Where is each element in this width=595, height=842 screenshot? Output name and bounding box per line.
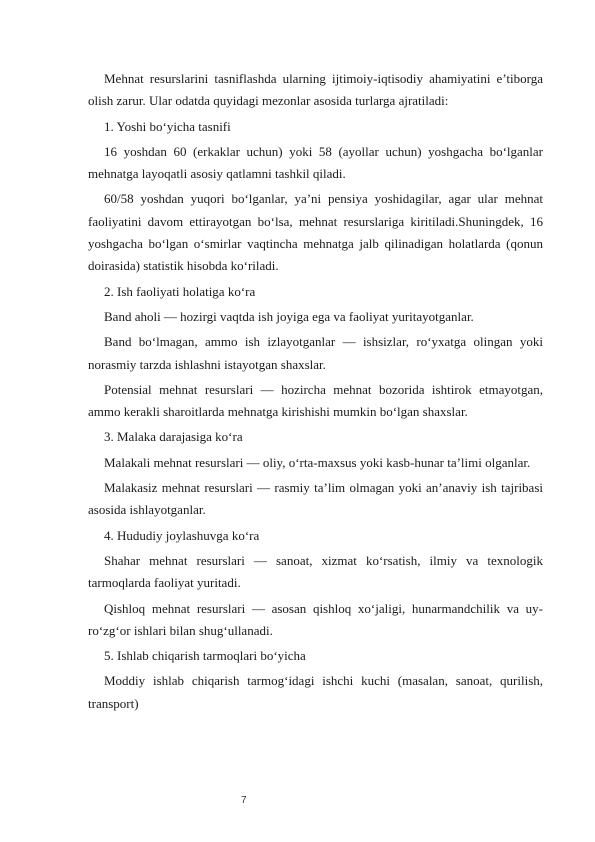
page-number: 7 [241,795,247,806]
activity-paragraph-employed: Band aholi — hozirgi vaqtda ish joyiga ega va faoliyat yuritayotganlar. [104,308,474,324]
industry-paragraph-material: Moddiy ishlab chiqarish tarmog‘idagi ishchi kuchi (masalan, sanoat, qurilish, transport) [88,673,543,711]
document-body [88,68,543,718]
intro-paragraph: Mehnat resurslarini tasniflashda ularning ijtimoiy-iqtisodiy ahamiyatini e’tiborga olish zarur. Ular odatda quyidagi mezonlar asosida turlarga ajratiladi: [88,71,543,109]
section-heading-age: 1. Yoshi bo‘yicha tasnifi [104,118,231,134]
qualification-paragraph-unskilled: Malakasiz mehnat resurslari — rasmiy ta’lim olmagan yoki an’anaviy ish tajribasi asosida ishlayotganlar. [88,480,543,518]
location-paragraph-urban: Shahar mehnat resurslari — sanoat, xizmat ko‘rsatish, ilmiy va texnologik tarmoqlarda faoliyat yuritadi. [88,552,543,591]
age-paragraph-pension: 60/58 yoshdan yuqori bo‘lganlar, ya’ni pensiya yoshidagilar, agar ular mehnat faoliyatini davom ettirayotgan bo‘lsa, mehnat resurslariga kiritiladi.Shuningdek, 16 yoshgacha bo‘lgan o‘smirlar vaqtincha mehnatga jalb qilinadigan holatlarda (qonun doirasida) statistik hisobda ko‘riladi. [88,191,543,274]
age-paragraph-working: 16 yoshdan 60 (erkaklar uchun) yoki 58 (ayollar uchun) yoshgacha bo‘lganlar mehnatga layoqatli asosiy qatlamni tashkil qiladi. [88,143,543,182]
location-paragraph-rural: Qishloq mehnat resurslari — asosan qishloq xo‘jaligi, hunarmandchilik va uy-ro‘zg‘or ishlari bilan shug‘ullanadi. [88,600,543,638]
section-heading-activity: 2. Ish faoliyati holatiga ko‘ra [104,283,256,299]
activity-paragraph-potential: Potensial mehnat resurslari — hozircha mehnat bozorida ishtirok etmayotgan, ammo kerakli sharoitlarda mehnatga kirishishi mumkin bo‘lgan shaxslar. [88,381,543,420]
section-heading-industry: 5. Ishlab chiqarish tarmoqlari bo‘yicha [104,648,306,664]
qualification-paragraph-skilled: Malakali mehnat resurslari — oliy, o‘rta-maxsus yoki kasb-hunar ta’limi olganlar. [104,454,531,470]
section-heading-qualification: 3. Malaka darajasiga ko‘ra [104,429,243,445]
activity-paragraph-unemployed: Band bo‘lmagan, ammo ish izlayotganlar — ishsizlar, ro‘yxatga olingan yoki norasmiy tarzda ishlashni istayotgan shaxslar. [88,334,543,372]
section-heading-location: 4. Hududiy joylashuvga ko‘ra [104,527,260,543]
